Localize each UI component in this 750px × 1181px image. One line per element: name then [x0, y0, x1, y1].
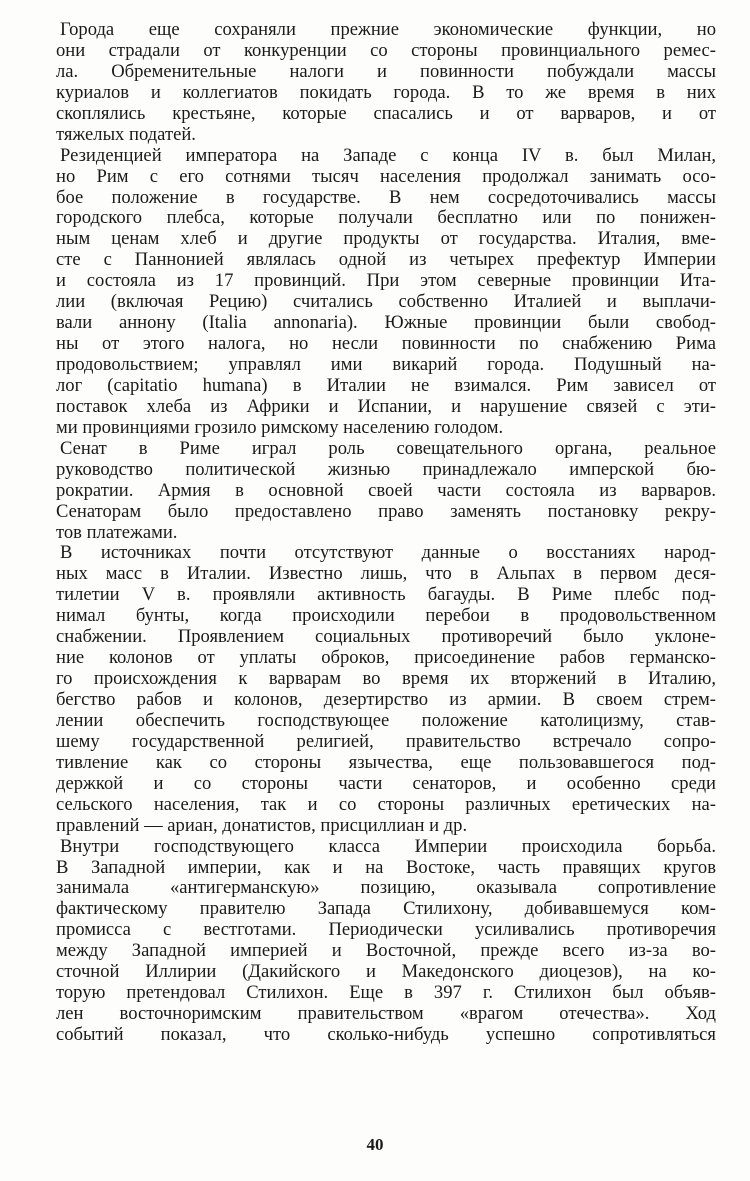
text-line: нимал бунты, когда происходили перебои в продовольственном	[56, 605, 716, 627]
text-line: Сенат в Риме играл роль совещательного органа, реальное	[60, 437, 716, 459]
text-line: фактическому правителю Запада Стилихону, добивавшемуся ком-	[56, 898, 716, 920]
text-line: го происхождения к варварам во время их вторжений в Италию,	[56, 668, 716, 690]
text-line: шему государственной религией, правительство встречало сопро-	[56, 730, 716, 752]
text-line: правлений — ариан, донатистов, присциллиан и др.	[56, 814, 468, 836]
text-line: Внутри господствующего класса Империи происходила борьба.	[60, 835, 716, 857]
text-line: продовольствием; управлял ими викарий города. Подушный на-	[56, 354, 716, 375]
text-line: сте с Паннонией являлась одной из четырех префектур Империи	[56, 249, 716, 271]
text-line: лии (включая Рецию) считались собственно Италией и выплачи-	[56, 291, 716, 313]
text-line: В источниках почти отсутствуют данные о восстаниях народ-	[60, 542, 716, 564]
text-line: поставок хлеба из Африки и Испании, и нарушение связей с эти-	[56, 395, 716, 417]
text-line: тилетии V в. проявляли активность багауды. В Риме плебс под-	[56, 584, 716, 606]
text-line: ных масс в Италии. Известно лишь, что в Альпах в первом деся-	[56, 563, 716, 585]
paragraph	[56, 543, 716, 836]
text-line: между Западной империей и Восточной, прежде всего из-за во-	[56, 940, 716, 962]
text-line: лен восточноримским правительством «врагом отечества». Ход	[56, 1003, 716, 1025]
text-line: тов платежами.	[56, 521, 178, 543]
text-line: городского плебса, которые получали бесплатно или по понижен-	[56, 207, 716, 229]
text-line: вали аннону (Italia annonaria). Южные провинции были свобод-	[56, 312, 716, 334]
text-line: снабжении. Проявлением социальных противоречий было уклоне-	[56, 626, 716, 648]
text-line: ла. Обременительные налоги и повинности побуждали массы	[56, 60, 716, 82]
paragraph	[56, 146, 716, 439]
paragraph	[56, 837, 716, 1046]
text-line: Резиденцией императора на Западе с конца IV в. был Милан,	[60, 144, 716, 166]
text-line: ми провинциями грозило римскому населению голодом.	[56, 416, 504, 438]
text-line: но Рим с его сотнями тысяч населения продолжал занимать осо-	[56, 165, 716, 187]
text-line: ны от этого налога, но несли повинности по снабжению Рима	[56, 333, 716, 355]
text-line: рократии. Армия в основной своей части состояла из варваров.	[56, 479, 716, 501]
text-line: лении обеспечить господствующее положение католицизму, став-	[56, 709, 716, 731]
text-line: В Западной империи, как и на Востоке, часть правящих кругов	[56, 856, 716, 878]
text-line: торую претендовал Стилихон. Еще в 397 г. Стилихон был объяв-	[56, 982, 716, 1004]
text-line: руководство политической жизнью принадлежало имперской бю-	[56, 458, 716, 480]
text-line: лог (capitatio humana) в Италии не взимался. Рим зависел от	[56, 374, 716, 396]
text-line: они страдали от конкуренции со стороны провинциального ремес-	[56, 39, 716, 61]
text-line: и состояла из 17 провинций. При этом северные провинции Ита-	[56, 270, 716, 292]
text-line: промисса с вестготами. Периодически усиливались противоречия	[56, 919, 716, 941]
text-line: занимала «антигерманскую» позицию, оказывала сопротивление	[56, 877, 716, 899]
text-line: тивление как со стороны язычества, еще пользовавшегося под-	[56, 751, 716, 773]
text-line: Города еще сохраняли прежние экономические функции, но	[60, 19, 716, 40]
text-line: ние колонов от уплаты оброков, присоединение рабов германско-	[56, 647, 716, 669]
text-line: ным ценам хлеб и другие продукты от государства. Италия, вме-	[56, 228, 716, 250]
text-line: сточной Иллирии (Дакийского и Македонского диоцезов), на ко-	[56, 961, 716, 983]
paragraph	[56, 20, 716, 146]
page-number: 40	[366, 1135, 384, 1154]
text-line: бое положение в государстве. В нем сосредоточивались массы	[56, 186, 716, 208]
text-line: скоплялись крестьяне, которые спасались и от варваров, и от	[56, 102, 716, 124]
text-line: сельского населения, так и со стороны различных еретических на-	[56, 793, 716, 815]
text-line: куриалов и коллегиатов покидать города. В то же время в них	[56, 81, 716, 103]
text-line: тяжелых податей.	[56, 123, 196, 145]
text-line: бегство рабов и колонов, дезертирство из армии. В своем стрем-	[56, 689, 716, 710]
body-text	[56, 20, 716, 1046]
text-line: Сенаторам было предоставлено право заменять постановку рекру-	[56, 500, 716, 522]
text-line: держкой и со стороны части сенаторов, и особенно среди	[56, 772, 716, 794]
paragraph	[56, 439, 716, 544]
text-line: событий показал, что сколько-нибудь успешно сопротивляться	[56, 1024, 716, 1045]
